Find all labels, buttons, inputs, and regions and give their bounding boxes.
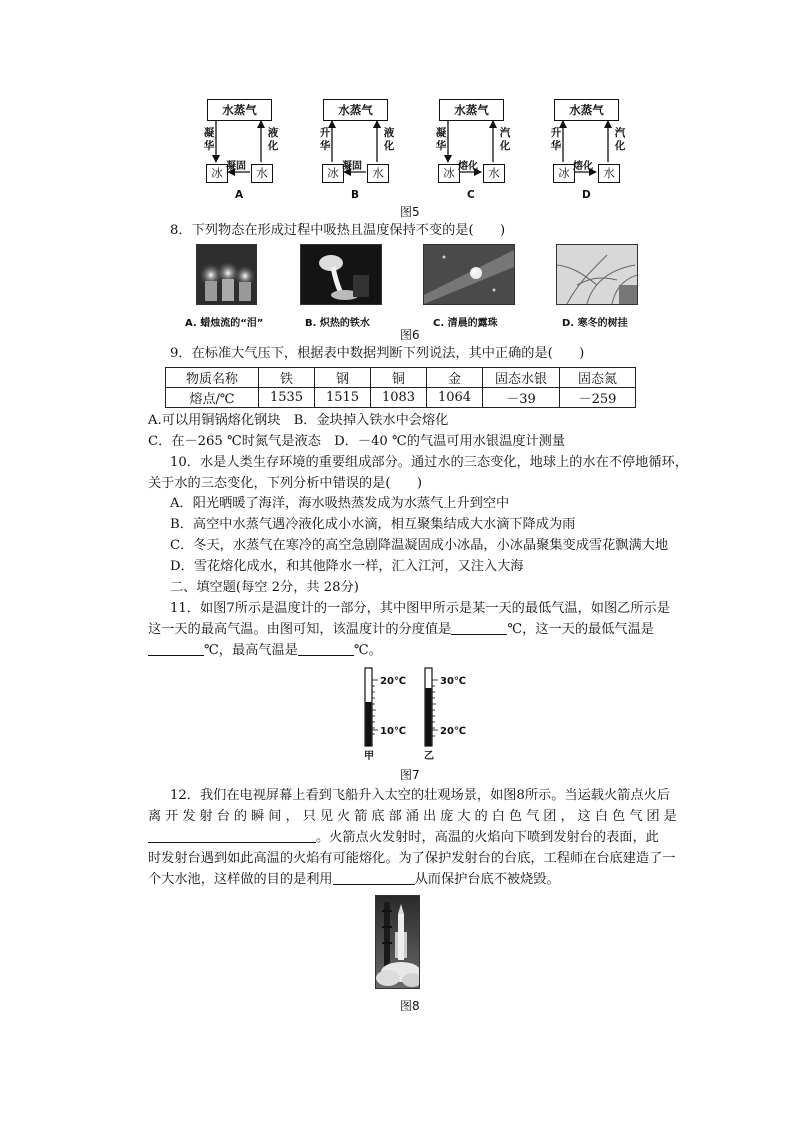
q12-line5-b: 从而保护台底不被烧毁。 — [414, 872, 560, 887]
fig5-a-right-label: 液化 — [267, 127, 279, 152]
fig5-b-ice-box: 冰 — [322, 164, 344, 183]
q10-option-a: A．阳光晒暖了海洋，海水吸热蒸发成为水蒸气上升到空中 — [170, 496, 510, 511]
q9-options-line1: A.可以用铜锅熔化钢块 B．金块掉入铁水中会熔化 — [148, 413, 449, 428]
q8-image-rime — [556, 244, 638, 305]
q11-line3-b: ℃。 — [353, 643, 382, 658]
thermo-jia-top-label: 20℃ — [380, 676, 407, 687]
thermo-yi-name: 乙 — [424, 751, 434, 762]
q8-image-candles — [196, 244, 257, 305]
fig5-b-vapor-box: 水蒸气 — [323, 99, 388, 121]
table-header-cell: 固态氮 — [560, 368, 636, 388]
fig5-b-right-label: 液化 — [383, 127, 395, 152]
q11-blank-highest[interactable] — [298, 641, 354, 656]
fig5-d-water-box: 水 — [598, 164, 620, 183]
table-header-cell: 固态水银 — [483, 368, 560, 388]
table-cell: 1064 — [427, 388, 483, 408]
fig5-d-vapor-box: 水蒸气 — [554, 99, 619, 121]
fig5-b-left-label: 升华 — [319, 127, 331, 152]
fig5-c-right-label: 汽化 — [499, 127, 511, 152]
q8-label-c: C. 清晨的露珠 — [433, 318, 498, 329]
q11-line3 — [148, 641, 382, 661]
q11-blank-division[interactable] — [451, 620, 507, 635]
q10-option-c: C．冬天，水蒸气在寒冷的高空急剧降温凝固成小冰晶，小冰晶聚集变成雪花飘满大地 — [170, 538, 669, 553]
fig5-a-water-box: 水 — [251, 164, 273, 183]
q12-line4: 时发射台遇到如此高温的火焰有可能熔化。为了保护发射台的台底，工程师在台底建造了一 — [148, 851, 676, 866]
q10-question-line2: 关于水的三态变化，下列分析中错误的是( ) — [148, 476, 423, 491]
fig5-d-right-label: 汽化 — [614, 127, 626, 152]
fig5-a-vapor-box: 水蒸气 — [207, 99, 272, 121]
q11-line2-b: ℃，这一天的最低气温是 — [507, 622, 654, 637]
fig5-arrows — [0, 0, 794, 220]
thermo-yi-bottom-label: 20℃ — [440, 726, 467, 737]
table-header-cell: 金 — [427, 368, 483, 388]
q12-line5 — [148, 870, 560, 890]
table-row — [166, 368, 636, 388]
q11-blank-lowest[interactable] — [148, 641, 204, 656]
thermo-jia-bottom-label: 10℃ — [380, 726, 407, 737]
q12-line3-text: 。火箭点火发射时，高温的火焰向下喷到发射台的表面，此 — [316, 830, 659, 845]
fig5-d-ice-box: 冰 — [553, 164, 575, 183]
fig8-caption: 图8 — [400, 999, 420, 1013]
fig5-c-ice-box: 冰 — [438, 164, 460, 183]
q11-line2 — [148, 620, 654, 640]
fig5-c-water-box: 水 — [483, 164, 505, 183]
table-header-cell: 铜 — [371, 368, 427, 388]
table-cell: 1535 — [259, 388, 315, 408]
q12-line1: 12．我们在电视屏幕上看到飞船升入太空的壮观场景，如图8所示。当运载火箭点火后 — [170, 788, 670, 803]
table-header-cell: 铁 — [259, 368, 315, 388]
q12-line2: 离开发射台的瞬间，只见火箭底部涌出庞大的白色气团，这白色气团是 — [148, 809, 681, 824]
table-cell: －259 — [560, 388, 636, 408]
q9-question: 9．在标准大气压下，根据表中数据判断下列说法，其中正确的是( ) — [170, 346, 585, 361]
melting-point-table — [165, 367, 636, 408]
q8-image-molten-iron — [300, 244, 382, 305]
q12-image-rocket-launch — [375, 895, 420, 989]
fig5-d-letter: D — [582, 189, 591, 201]
q12-line5-a: 个大水池，这样做的目的是利用 — [148, 872, 333, 887]
fig5-c-mid-label: 熔化 — [458, 161, 478, 172]
q10-question-line1: 10．水是人类生存环境的重要组成部分。通过水的三态变化，地球上的水在不停地循环， — [170, 455, 688, 470]
q8-image-dew — [423, 244, 515, 305]
q8-question: 8．下列物态在形成过程中吸热且温度保持不变的是( ) — [170, 223, 506, 238]
q11-line1: 11．如图7所示是温度计的一部分，其中图甲所示是某一天的最低气温，如图乙所示是 — [170, 601, 670, 616]
fig5-c-vapor-box: 水蒸气 — [439, 99, 504, 121]
q10-option-d: D．雪花熔化成水，和其他降水一样，汇入江河，又注入大海 — [170, 559, 524, 574]
q11-line2-a: 这一天的最高气温。由图可知，该温度计的分度值是 — [148, 622, 452, 637]
fig5-d-mid-label: 熔化 — [573, 161, 593, 172]
fig5-c-letter: C — [467, 189, 475, 201]
fig5-a-left-label: 凝华 — [203, 127, 215, 152]
fig5-c-left-label: 凝华 — [435, 127, 447, 152]
thermo-jia-name: 甲 — [364, 751, 374, 762]
section-2-heading: 二、填空题(每空 2分，共 28分) — [170, 580, 359, 595]
q10-option-b: B．高空中水蒸气遇冷液化成小水滴，相互聚集结成大水滴下降成为雨 — [170, 517, 576, 532]
table-row — [166, 388, 636, 408]
table-cell: －39 — [483, 388, 560, 408]
fig6-caption: 图6 — [400, 328, 420, 342]
table-cell: 熔点/℃ — [166, 388, 259, 408]
fig5-b-water-box: 水 — [367, 164, 389, 183]
table-header-cell: 物质名称 — [166, 368, 259, 388]
q9-options-line2: C．在－265 ℃时氮气是液态 D．－40 ℃的气温可用水银温度计测量 — [148, 434, 566, 449]
q12-line3 — [148, 828, 659, 848]
table-header-cell: 钢 — [315, 368, 371, 388]
thermo-yi-top-label: 30℃ — [440, 676, 467, 687]
table-cell: 1083 — [371, 388, 427, 408]
table-cell: 1515 — [315, 388, 371, 408]
fig5-b-letter: B — [351, 189, 360, 201]
fig5-a-ice-box: 冰 — [206, 164, 228, 183]
fig7-caption: 图7 — [400, 768, 420, 782]
fig5-d-left-label: 升华 — [550, 127, 562, 152]
q12-blank-purpose[interactable] — [333, 870, 415, 885]
fig5-a-letter: A — [235, 189, 244, 201]
q11-line3-a: ℃，最高气温是 — [204, 643, 298, 658]
fig5-caption: 图5 — [400, 205, 420, 219]
fig5-a-mid-label: 凝固 — [226, 161, 246, 172]
q8-label-d: D. 寒冬的树挂 — [562, 318, 628, 329]
q12-blank-white-gas[interactable] — [148, 828, 316, 843]
fig5-b-mid-label: 凝固 — [342, 161, 362, 172]
q8-label-b: B. 炽热的铁水 — [305, 318, 370, 329]
q8-label-a: A. 蜡烛流的“泪” — [185, 318, 264, 329]
